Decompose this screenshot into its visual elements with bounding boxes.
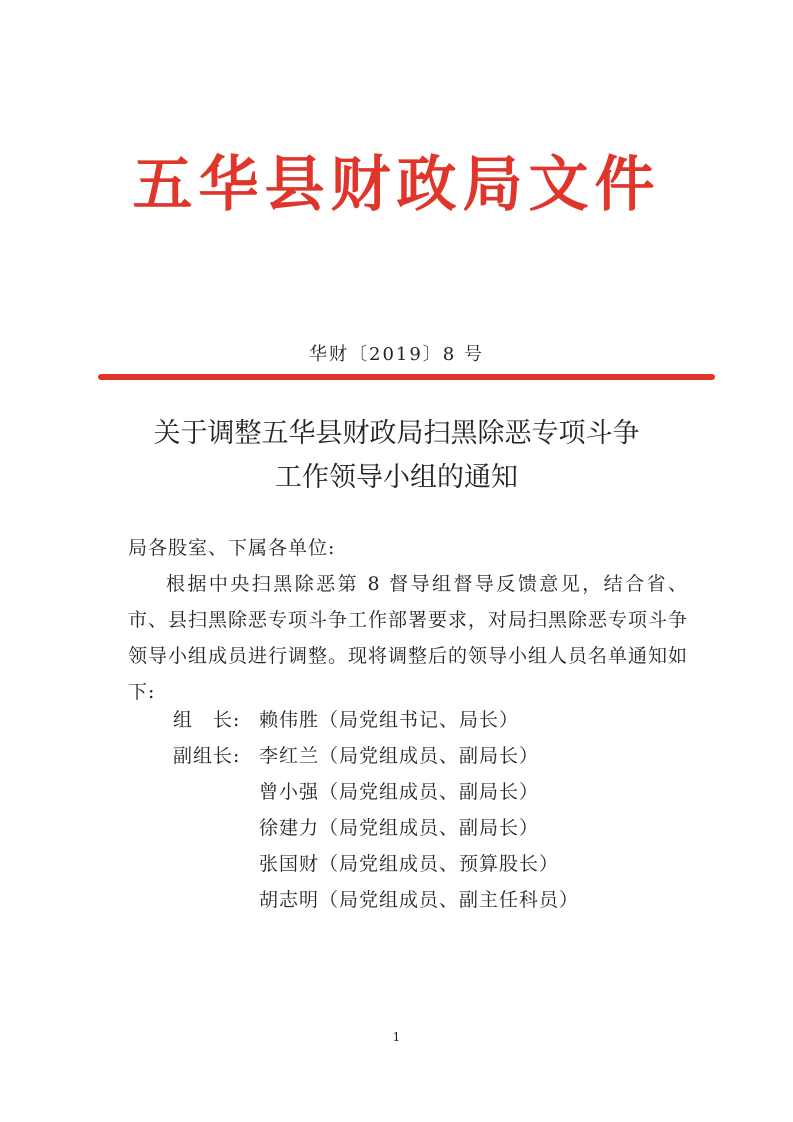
member-entry: 赖伟胜（局党组书记、局长） — [259, 709, 520, 731]
member-entry: 李红兰（局党组成员、副局长） — [259, 745, 540, 767]
document-body — [128, 530, 688, 710]
page-number: 1 — [392, 1030, 401, 1044]
member-list — [173, 702, 579, 918]
document-header-title: 五华县财政局文件 — [132, 150, 661, 220]
member-row — [173, 738, 579, 774]
member-role: 组 长: — [173, 709, 241, 731]
member-row — [173, 774, 579, 810]
member-entry: 胡志明（局党组成员、副主任科员） — [259, 889, 580, 911]
body-paragraph: 根据中央扫黑除恶第 8 督导组督导反馈意见，结合省、市、县扫黑除恶专项斗争工作部署要求，对局扫黑除恶专项斗争领导小组成员进行调整。现将调整后的领导小组人员名单通知如下: — [128, 573, 689, 703]
document-title-line-1: 关于调整五华县财政局扫黑除恶专项斗争 — [153, 418, 640, 449]
member-row — [173, 702, 579, 738]
member-entry: 张国财（局党组成员、预算股长） — [259, 853, 560, 875]
member-row — [173, 882, 579, 918]
document-number: 华财〔2019〕8 号 — [309, 344, 484, 365]
member-role: 副组长: — [173, 745, 241, 767]
member-row — [173, 810, 579, 846]
member-entry: 曾小强（局党组成员、副局长） — [259, 781, 540, 803]
salutation: 局各股室、下属各单位: — [128, 537, 336, 559]
document-title-line-2: 工作领导小组的通知 — [275, 462, 518, 493]
document-title — [0, 412, 793, 500]
red-divider-line — [98, 374, 715, 380]
member-entry: 徐建力（局党组成员、副局长） — [259, 817, 540, 839]
member-row — [173, 846, 579, 882]
